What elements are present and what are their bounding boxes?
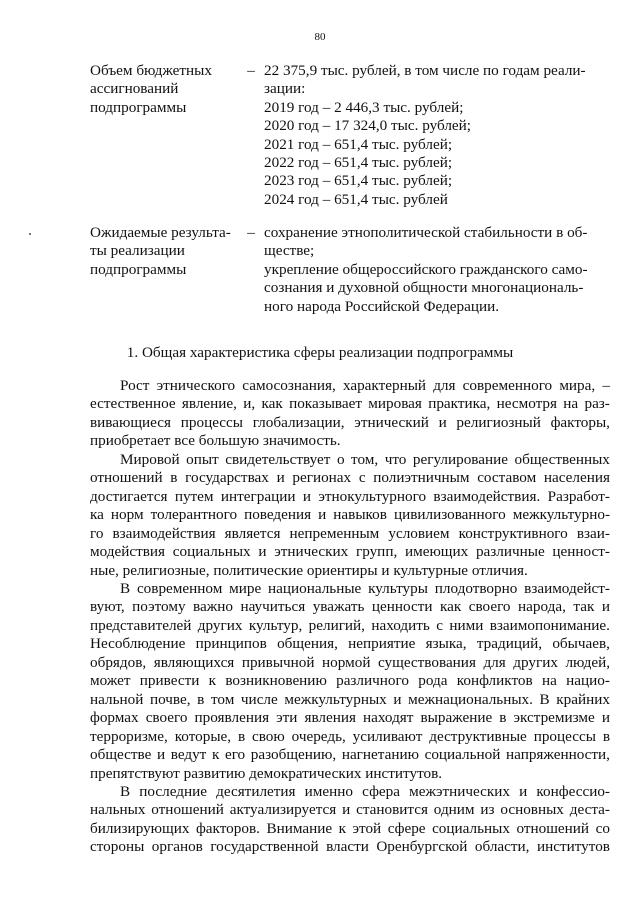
- section-title: 1. Общая характеристика сферы реализации подпрограммы: [126, 344, 514, 361]
- passport-row-results: [90, 224, 610, 316]
- passport-dash: –: [247, 62, 255, 79]
- passport-value: 22 375,9 тыс. рублей, в том числе по годам реали- зации: 2019 год – 2 446,3 тыс. рублей; 2020 год – 17 324,0 тыс. рублей; 2021 год – 651,4 тыс. рублей; 2022 год – 651,4 тыс. рублей; 2023 год – 651,4 тыс. рублей; 2024 год – 651,4 тыс. рублей: [264, 62, 586, 208]
- passport-dash: –: [247, 224, 255, 241]
- paragraph: В последние десятилетия именно сфера межэтнических и конфессио- нальных отношений актуализируется и становится одним из основных деста- билизирующих факторов. Внимание к этой сфере социальных отношений со стороны органов государственной власти Оренбургской области, институтов: [90, 782, 610, 856]
- passport-row-budget: [90, 62, 610, 209]
- page-number: 80: [314, 31, 326, 43]
- body-text: [90, 377, 610, 857]
- passport-label: Ожидаемые результа- ты реализации подпрограммы: [90, 224, 231, 278]
- scan-speck: [29, 233, 31, 235]
- passport-label: Объем бюджетных ассигнований подпрограммы: [90, 62, 212, 116]
- paragraph: Рост этнического самосознания, характерный для современного мира, – естественное явление, и, как показывает мировая практика, несмотря на раз- вивающиеся процессы глобализации, этнический и религиозный факторы, приобретает все большую значимость.: [90, 377, 610, 450]
- paragraph: Мировой опыт свидетельствует о том, что регулирование общественных отношений в государствах и регионах с полиэтничным составом населения достигается путем интеграции и этнокультурного взаимодействия. Разработ- ка норм толерантного поведения и навыков цивилизованного межкультурно- го взаимодействия является непременным условием конструктивного взаи- модействия социальных и этнических групп, имеющих различные ценност- ные, религиозные, политические ориентиры и культурные отличия.: [90, 450, 610, 579]
- paragraph: В современном мире национальные культуры плодотворно взаимодейст- вуют, поэтому важно научиться уважать ценности как своего народа, так и представителей других культур, религий, находить с ними взаимопонимание. Несоблюдение принципов общения, неприятие языка, традиций, обычаев, обрядов, являющихся привычной нормой существования для других людей, может привести к возникновению различного рода конфликтов на нацио- нальной почве, в том числе межкультурных и межнациональных. В крайних формах своего проявления эти явления находят выражение в экстремизме и терроризме, которые, в свою очередь, усиливают деструктивные процессы в обществе и ведут к его разобщению, нагнетанию социальной напряженности, препятствуют развитию демократических институтов.: [90, 579, 610, 782]
- passport-value: сохранение этнополитической стабильности в об- ществе; укрепление общероссийского гражданского само- сознания и духовной общности многонациональ- ного народа Российской Федерации.: [264, 224, 588, 315]
